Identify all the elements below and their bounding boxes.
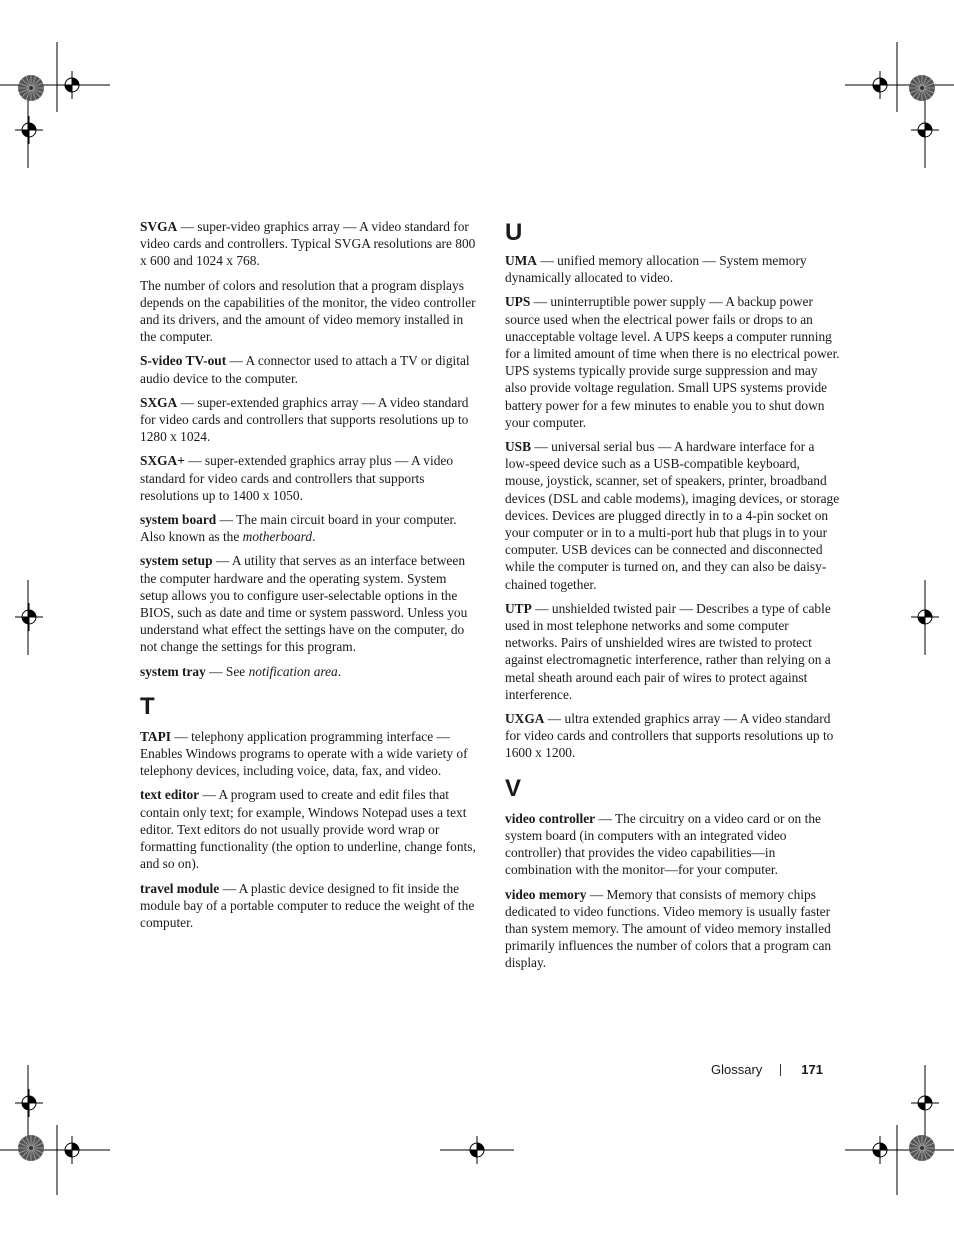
glossary-entry-video-controller (505, 810, 841, 879)
glossary-entry-system-tray (140, 663, 476, 680)
glossary-entry-uxga (505, 710, 841, 762)
entry-term: text editor (140, 787, 200, 803)
glossary-entry-ups (505, 293, 841, 431)
entry-definition: — super-video graphics array — A video standard for video cards and controllers. Typical SVGA resolutions are 800 x 600 and 1024 x 768. (140, 219, 476, 269)
entry-term: system setup (140, 553, 213, 569)
entry-definition: — A utility that serves as an interface between the computer hardware and the operating system. System setup allows you to configure user-selectable options in the BIOS, such as date and time or system password. Unless you understand what effect the settings have on the computer, do not change the settings for this program. (140, 553, 468, 655)
entry-definition: — super-extended graphics array plus — A video standard for video cards and controllers that supports resolutions up to 1400 x 1050. (140, 453, 454, 503)
entry-term: SXGA+ (140, 453, 185, 469)
entry-cross-reference: notification area (248, 663, 338, 679)
entry-period: . (312, 529, 316, 545)
entry-term: TAPI (140, 728, 171, 744)
footer-divider (780, 1064, 781, 1076)
entry-period: . (337, 663, 342, 679)
glossary-entry-tapi (140, 728, 476, 780)
right-column (505, 218, 841, 979)
entry-definition: — A connector used to attach a TV or digital audio device to the computer. (140, 353, 470, 386)
glossary-entry-system-setup (140, 552, 476, 655)
entry-definition: — Memory that consists of memory chips dedicated to video functions. Video memory is usually faster than system memory. The amount of video memory installed primarily influences the number of colors that a program can display. (505, 886, 832, 971)
entry-term: video controller (505, 810, 596, 826)
glossary-entry-video-memory (505, 886, 841, 972)
glossary-entry-text-editor (140, 786, 476, 872)
entry-definition: — A program used to create and edit files that contain only text; for example, Windows Notepad uses a text editor. Text editors do not usually provide word wrap or formatting functionality (the option to underline, change fonts, and so on). (140, 787, 476, 872)
entry-term: USB (505, 439, 532, 455)
section-letter-t: T (140, 692, 155, 720)
entry-definition: — telephony application programming interface — Enables Windows programs to operate with a wide variety of telephony devices, including voice, data, fax, and video. (140, 728, 468, 779)
left-column (140, 218, 476, 938)
entry-definition: — The circuitry on a video card or on the system board (in computers with an integrated video controller) that provides the video capabilities—in combination with the monitor—for your computer. (505, 810, 821, 878)
entry-term: UTP (505, 600, 532, 616)
glossary-entry-s-video (140, 352, 476, 386)
glossary-entry-svga (140, 218, 476, 270)
glossary-paragraph-svga-note (140, 277, 476, 346)
entry-definition: The number of colors and resolution that a program displays depends on the capabilities of the monitor, the video controller and its drivers, and the amount of video memory installed in the computer. (140, 277, 476, 345)
entry-definition: — The main circuit board in your computer. Also known as the (140, 512, 457, 545)
entry-term: system tray (140, 663, 206, 679)
entry-definition: — uninterruptible power supply — A backup power source used when the electrical power fails or drops to an unacceptable voltage level. A UPS keeps a computer running for a limited amount of time when there is no electrical power. UPS systems typically provide surge suppression and may also provide voltage regulation. Small UPS systems provide battery power for a few minutes to enable you to shut down your computer. (505, 294, 840, 430)
entry-definition: — See (205, 663, 249, 679)
section-letter-v: V (505, 774, 522, 802)
glossary-entry-usb (505, 438, 841, 593)
glossary-entry-travel-module (140, 880, 476, 932)
entry-definition: — unshielded twisted pair — Describes a type of cable used in most telephone networks and some computer networks. Pairs of unshielded wires are twisted to protect against electromagnetic interference, rather than relying on a metal sheath around each pair of wires to protect against interference. (505, 600, 831, 702)
entry-definition: — ultra extended graphics array — A video standard for video cards and controllers that supports resolutions up to 1600 x 1200. (505, 711, 834, 761)
entry-term: video memory (505, 886, 587, 902)
glossary-entry-sxga (140, 394, 476, 446)
glossary-entry-utp (505, 600, 841, 703)
glossary-entry-sxga-plus (140, 452, 476, 504)
entry-cross-reference: motherboard (242, 529, 313, 545)
entry-term: UPS (505, 294, 531, 310)
entry-term: S-video TV-out (140, 353, 227, 369)
page-footer (711, 1062, 823, 1077)
glossary-entry-system-board (140, 511, 476, 545)
entry-definition: — unified memory allocation — System memory dynamically allocated to video. (505, 253, 807, 286)
entry-term: UXGA (505, 711, 545, 727)
entry-definition: — super-extended graphics array — A video standard for video cards and controllers that supports resolutions up to 1280 x 1024. (140, 394, 469, 445)
entry-term: UMA (505, 253, 537, 268)
entry-term: system board (140, 512, 217, 528)
section-letter-u: U (505, 219, 523, 246)
entry-term: travel module (140, 880, 220, 896)
entry-term: SVGA (140, 219, 178, 234)
entry-definition: — universal serial bus — A hardware interface for a low-speed device such as a USB-compatible keyboard, mouse, joystick, scanner, set of speakers, printer, broadband devices (DSL and cable modems), imaging devices, or storage devices. Devices are plugged directly in to a 4-pin socket on your computer or in to a multi-port hub that plugs in to your computer. USB devices can be connected and disconnected while the computer is turned on, and they can also be daisy-chained together. (505, 439, 840, 592)
footer-section-name: Glossary (711, 1062, 763, 1077)
page-number: 171 (801, 1062, 823, 1077)
glossary-entry-uma (505, 252, 841, 286)
entry-definition: — A plastic device designed to fit inside the module bay of a portable computer to reduce the weight of the computer. (140, 880, 475, 930)
entry-term: SXGA (140, 394, 178, 410)
